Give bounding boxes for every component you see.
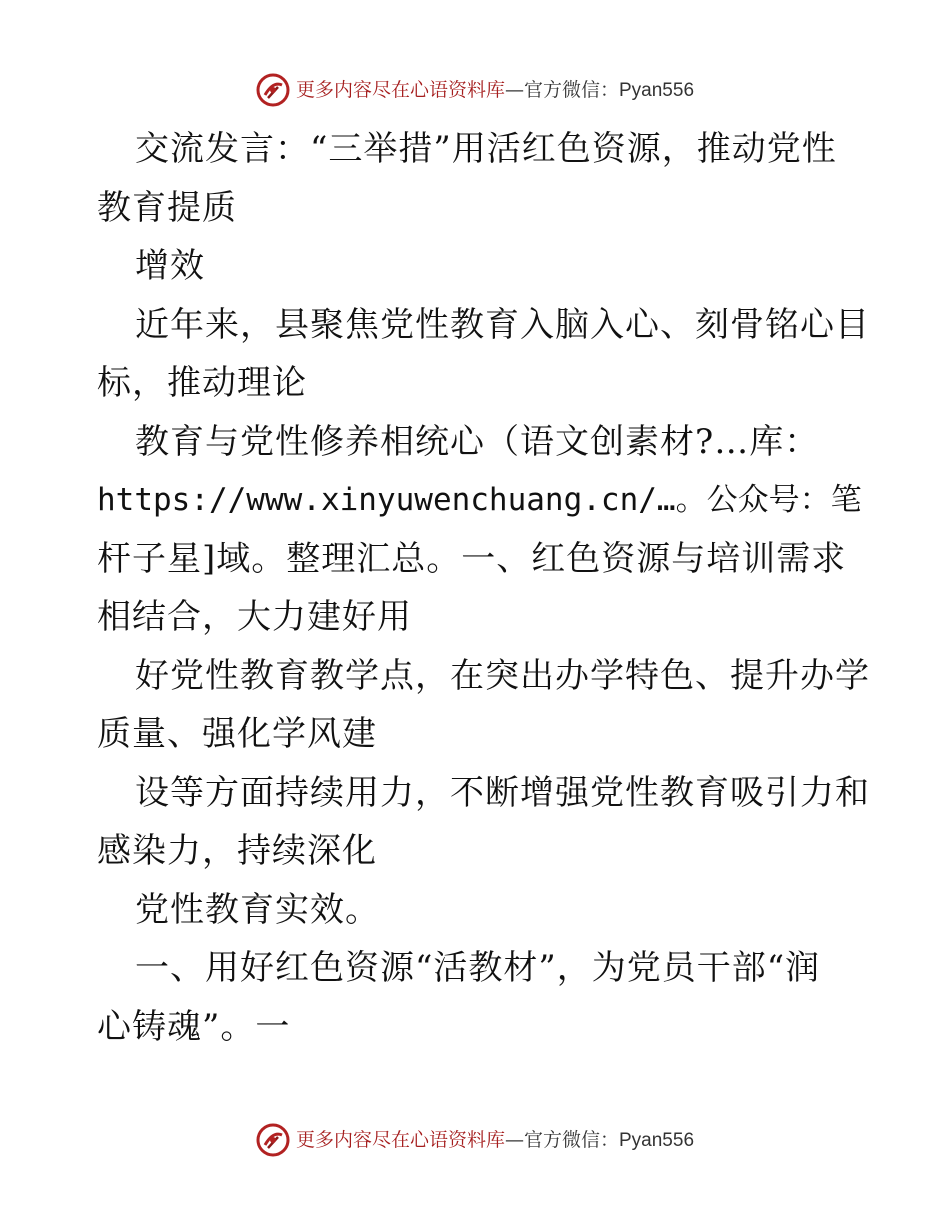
- text-line: 增效: [135, 246, 205, 286]
- footer-separator: —: [504, 1128, 524, 1151]
- text-line: 近年来，县聚焦党性教育入脑入心、刻骨铭心目: [135, 304, 870, 345]
- footer-wechat-label: 官方微信：: [523, 1128, 619, 1151]
- footer-wechat-id: Pyan556: [619, 1129, 695, 1151]
- brand-logo-icon: [256, 1123, 290, 1157]
- text-line: 相结合，大力建好用: [97, 597, 412, 637]
- footer-text: [295, 1128, 695, 1151]
- text-line: 好党性教育教学点，在突出办学特色、提升办学: [135, 655, 870, 696]
- text-line: 杆子星]域。整理汇总。一、红色资源与培训需求: [97, 538, 847, 579]
- text-line: 教育提质: [97, 187, 237, 228]
- text-line: 标，推动理论: [97, 363, 307, 403]
- text-line: 党性教育实效。: [135, 889, 380, 930]
- header-banner: [0, 70, 950, 110]
- header-brand-text: 更多内容尽在心语资料库: [295, 78, 505, 101]
- header-wechat-label: 官方微信：: [523, 78, 619, 101]
- text-line: 心铸魂”。一: [97, 1006, 291, 1047]
- text-line: 教育与党性修养相统心（语文创素材?…库：: [135, 421, 820, 462]
- text-line: 设等方面持续用力，不断增强党性教育吸引力和: [135, 772, 870, 813]
- footer-banner: [0, 1120, 950, 1160]
- brand-logo-icon: [256, 73, 290, 107]
- header-text: [295, 78, 695, 101]
- text-line: 感染力，持续深化: [97, 831, 377, 871]
- header-wechat-id: Pyan556: [619, 79, 695, 101]
- text-line: 交流发言：“三举措”用活红色资源，推动党性: [135, 129, 837, 169]
- text-line: 一、用好红色资源“活教材”，为党员干部“润: [135, 948, 821, 988]
- header-separator: —: [504, 78, 524, 101]
- text-line: 质量、强化学风建: [97, 714, 377, 754]
- document-body: [97, 120, 870, 1056]
- text-line-url: https://www.xinyuwenchuang.cn/…。公众号：笔: [97, 482, 862, 518]
- footer-brand-text: 更多内容尽在心语资料库: [295, 1128, 505, 1151]
